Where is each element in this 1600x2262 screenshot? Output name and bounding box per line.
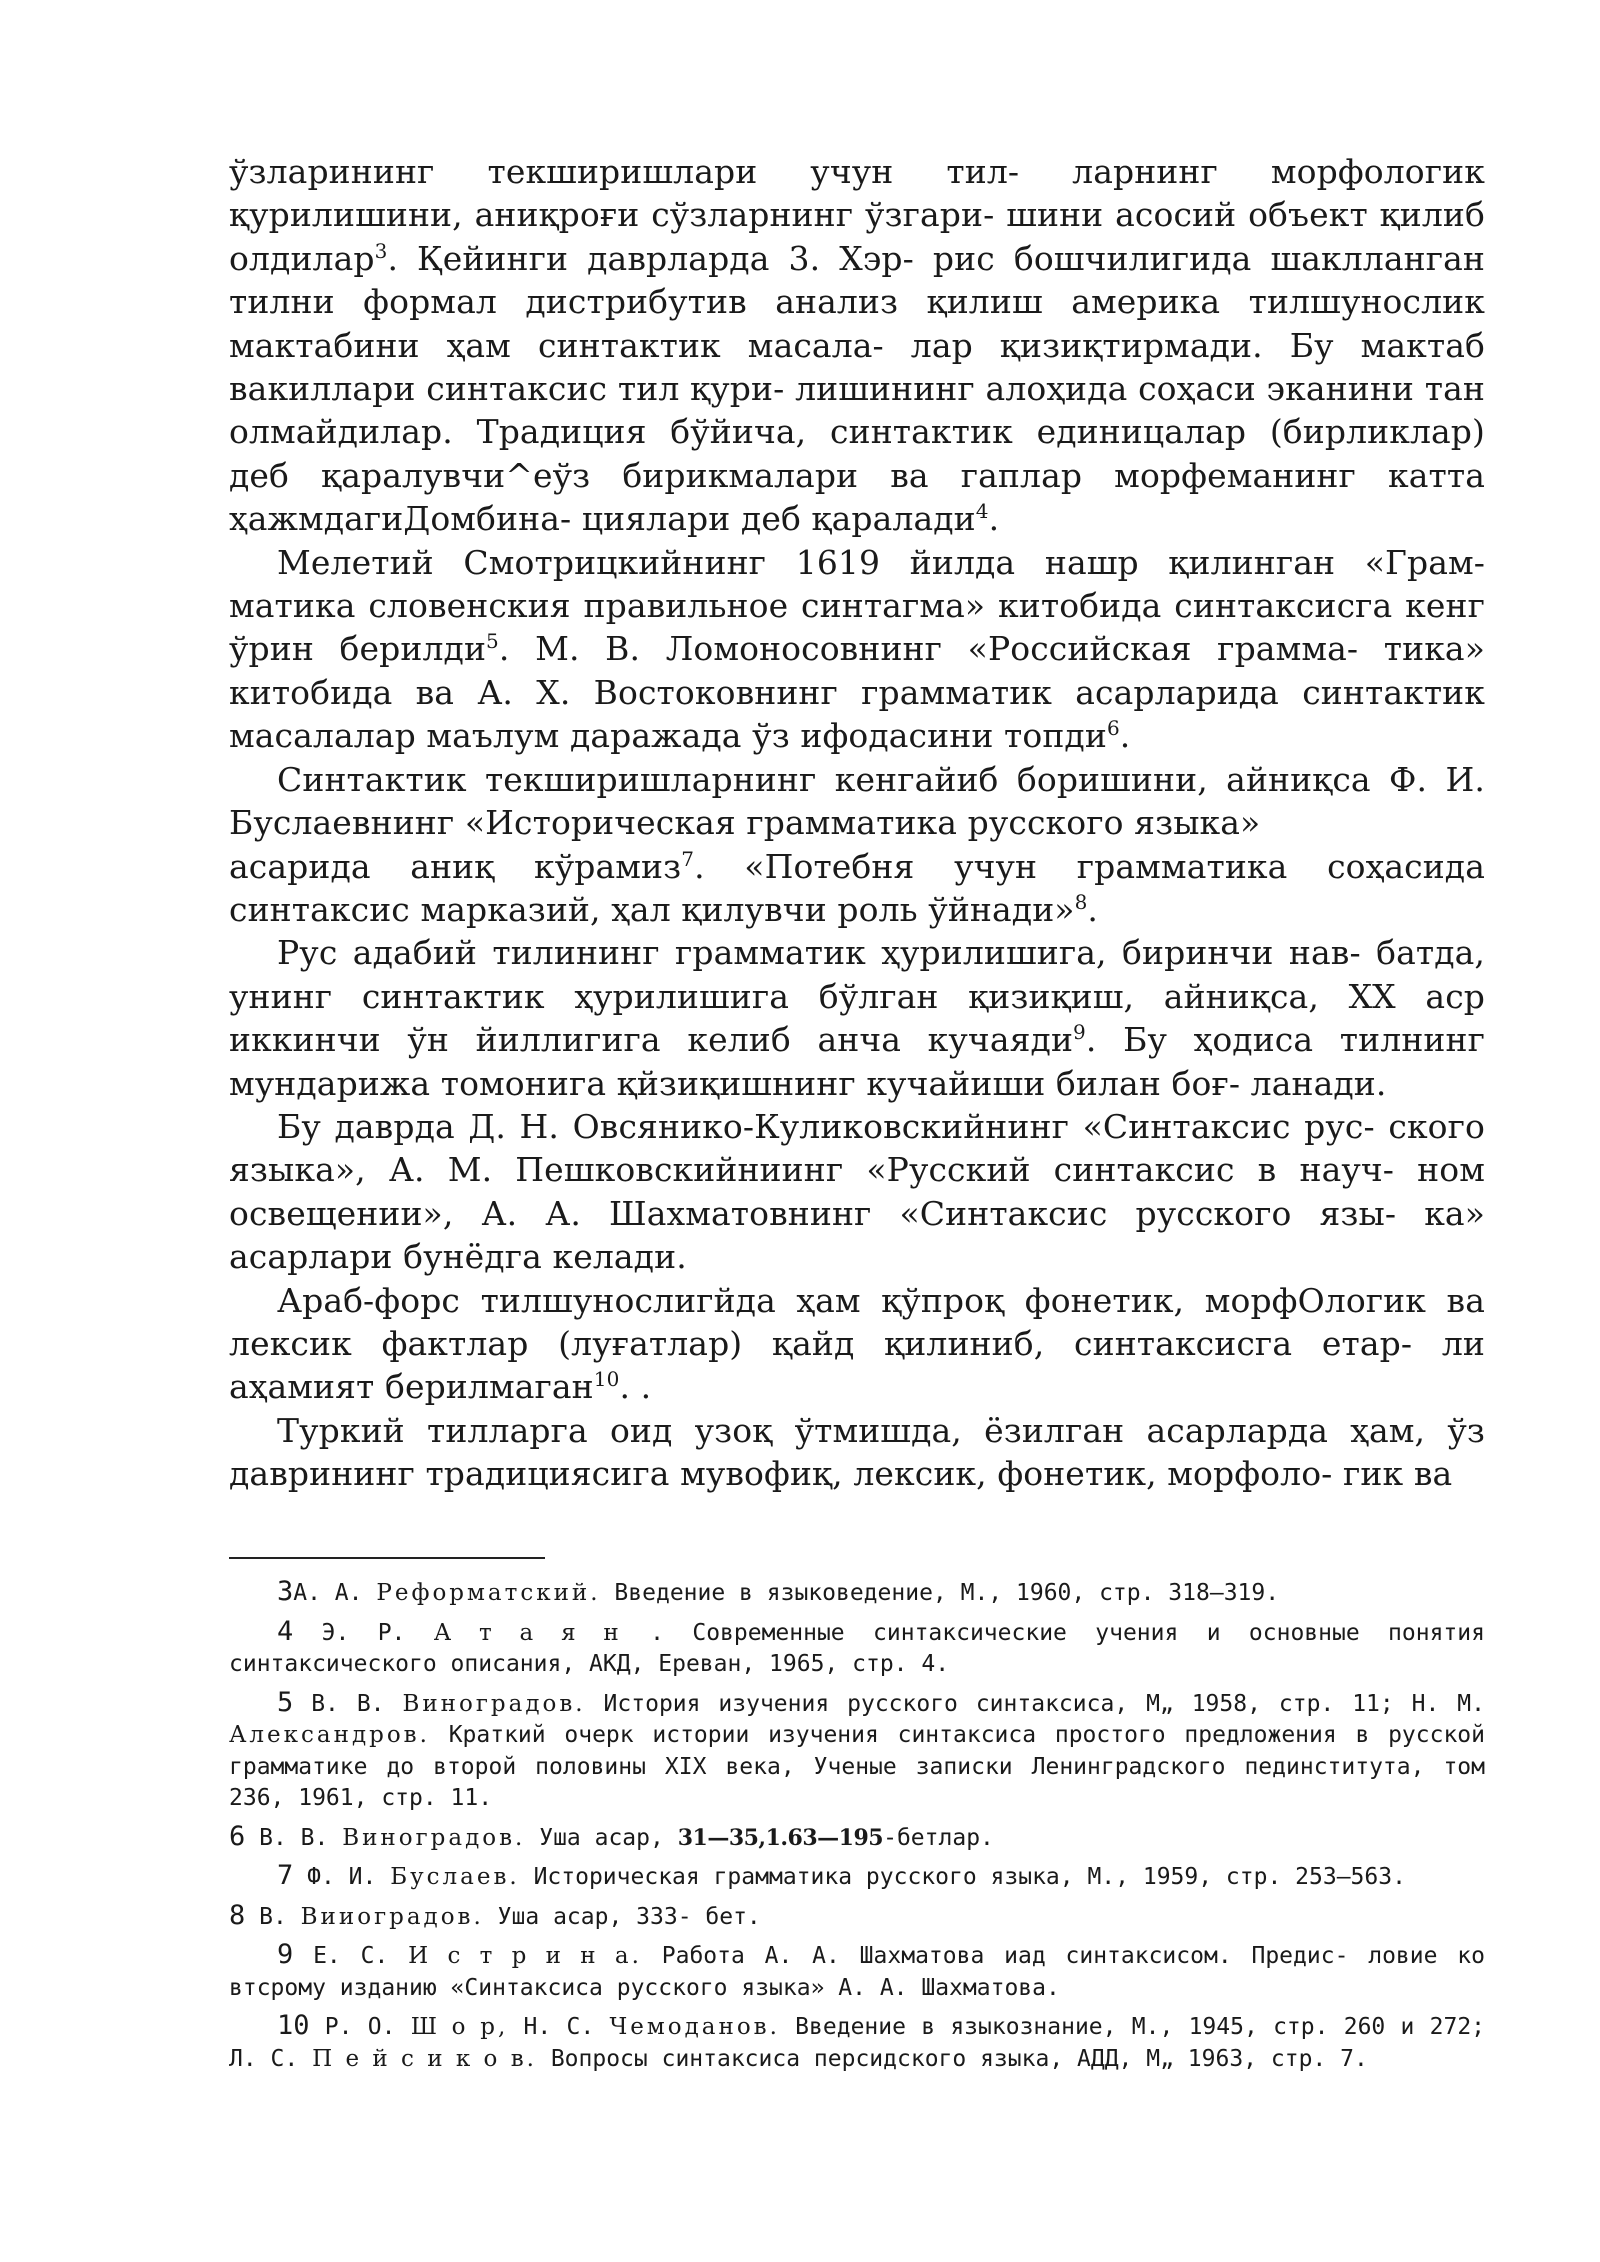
- text-run: Историческая грамматика русского языка, М., 1959, стр. 253—563.: [519, 1864, 1406, 1890]
- text-run: асарида аниқ кўрамиз: [229, 846, 682, 886]
- footnote: [229, 1900, 1485, 1934]
- text-run: .: [1119, 716, 1131, 756]
- text-run: Вопросы синтаксиса персидского языка, АДД, М„ 1963, стр. 7.: [536, 2045, 1368, 2072]
- text-run: В.: [245, 1903, 301, 1930]
- paragraph: [229, 758, 1485, 932]
- author-name: А т а я н: [433, 1619, 622, 1646]
- author-name: Ш о р,: [410, 2014, 509, 2040]
- text-run: Работа А. А. Шахматова иад синтаксисом. Предис- ловие ко втсрому изданию «Синтаксиса русского языка» А. А. Шахматова.: [229, 1943, 1485, 2001]
- author-name: П е й с и к о в.: [312, 2045, 537, 2072]
- footnote: [229, 1687, 1485, 1815]
- text-run: Уша асар,: [525, 1824, 678, 1851]
- footnote-number: 5: [277, 1686, 294, 1718]
- text-run: В. В.: [245, 1824, 343, 1851]
- footnote: [229, 1860, 1485, 1894]
- author-name: Виноградов.: [342, 1824, 526, 1851]
- footnote-number: 7: [277, 1860, 294, 1891]
- footnote-number: 4: [277, 1615, 294, 1647]
- author-name: И с т р и н а.: [408, 1943, 642, 1969]
- text-run: . Бу ҳодиса тилнинг мундарижа томонига қйзиқишнинг кучайиши билан боғ- ланади.: [229, 1020, 1485, 1103]
- paragraph: [229, 1409, 1485, 1496]
- text-run: Н. С.: [508, 2014, 610, 2040]
- text-run: Бу даврда Д. Н. Овсянико-Куликовскийнинг «Синтаксис рус- ского языка», А. М. Пешковскийниинг «Русский синтаксис в науч- ном освещении», А. А. Шахматовнинг «Синтаксис русского язы- ка» асарлари бунёдга келади.: [229, 1106, 1485, 1277]
- paragraph: [229, 931, 1485, 1105]
- text-run: . .: [619, 1367, 652, 1407]
- footnotes: [229, 1576, 1485, 2081]
- text-run: . «Потебня учун грамматика соҳасида синтаксис марказий, ҳал қилувчи роль ўйнади»: [229, 846, 1485, 929]
- author-name: Чемоданов.: [609, 2014, 780, 2040]
- footnote-ref: 4: [975, 499, 989, 524]
- text-run: Синтактик текширишларнинг кенгайиб боришини, айниқса Ф. И. Буслаевнинг «Историческая грамматика русского языка»: [229, 759, 1485, 843]
- footnote-ref: 9: [1073, 1020, 1086, 1045]
- text-run: Рус адабий тилининг грамматик ҳурилишига, биринчи нав- батда, унинг синтактик ҳурилишига бўлган қизиқиш, айниқса, XX аср иккинчи ўн йиллигига келиб анча кучаяди: [229, 933, 1485, 1060]
- page-range: 31—35,1.63—195: [677, 1824, 884, 1851]
- footnote-number: 10: [277, 2010, 310, 2041]
- footnote-number: 8: [229, 1899, 246, 1931]
- text-run: Е. С.: [293, 1943, 409, 1969]
- text-run: -бетлар.: [883, 1824, 994, 1851]
- paragraph: [229, 1105, 1485, 1279]
- footnote-ref: 7: [681, 846, 695, 871]
- text-run: Уша асар, 333- бет.: [483, 1903, 761, 1930]
- text-run: . Қейинги даврларда 3. Хэр- рис бошчилигида шаклланган тилни формал дистрибутив анализ қилиш америка тилшунослик мактабини ҳам синтактик масала- лар қизиқтирмади. Бу мактаб вакиллари синтаксис тил қури- лишининг алоҳида соҳаси эканини тан олмайдилар. Традиция бўйича, синтактик единицалар (бирликлар) деб қаралувчи^еўз бирикмалари ва гаплар морфеманинг катта ҳажмдагиДомбина- циялари деб қаралади: [229, 238, 1485, 539]
- author-name: Александров.: [229, 1722, 430, 1748]
- text-run: Араб-форс тилшунослигйда ҳам қўпроқ фонетик, морфОлогик ва лексик фактлар (луғатлар) қайд қилиниб, синтаксисга етар- ли аҳамият берилмаган: [229, 1280, 1485, 1407]
- author-name: Реформатский.: [376, 1580, 601, 1606]
- text-run: ўзларининг текширишлари учун тил- ларнинг морфологик қурилишини, аниқроғи сўзларнинг ўзгари- шини асосий объект қилиб олдилар: [229, 152, 1485, 278]
- footnote-ref: 8: [1074, 889, 1088, 914]
- text-run: Ф. И.: [293, 1864, 391, 1890]
- footnote-number: 3: [277, 1576, 294, 1607]
- footnote-ref: 3: [374, 238, 388, 263]
- footnote-ref: 10: [593, 1367, 620, 1392]
- text-run: . М. В. Ломоносовнинг «Российская грамма- тика» китобида ва А. X. Востоковнинг грамматик асарларида синтактик масалалар маълум даражада ўз ифодасини топди: [229, 629, 1485, 756]
- footnote: [229, 1576, 1485, 1610]
- text-run: .: [1087, 889, 1099, 929]
- footnote-divider: [229, 1557, 545, 1559]
- main-text: [229, 150, 1485, 1496]
- text-run: Введение в языковедение, М., 1960, стр. 318—319.: [600, 1580, 1280, 1606]
- text-run: Туркий тилларга оид узоқ ўтмишда, ёзилган асарларда ҳам, ўз даврининг традициясига мувофиқ, лексик, фонетик, морфоло- гик ва: [229, 1410, 1485, 1494]
- paragraph: [229, 541, 1485, 758]
- text-run: Краткий очерк истории изучения синтаксиса простого предложения в русской грамматике до второй половины XIX века, Ученые записки Ленинградского пединститута, том 236, 1961, стр. 11.: [229, 1722, 1485, 1811]
- text-run: Введение в языкознание, М., 1945, стр. 260 и 272; Л. С.: [229, 2014, 1486, 2072]
- text-run: Мелетий Смотрицкийнинг 1619 йилда нашр қилинган «Грам- матика словенския правильное синтагма» китобида синтаксисга кенг ўрин берилди: [229, 542, 1485, 669]
- paragraph: [229, 150, 1485, 541]
- paragraph: [229, 1279, 1485, 1409]
- author-name: Буслаев.: [390, 1864, 520, 1890]
- text-run: В. В.: [293, 1690, 403, 1717]
- text-run: . Современные синтаксические учения и основные понятия синтаксического описания, АКД, Ереван, 1965, стр. 4.: [229, 1619, 1485, 1677]
- footnote: [229, 1939, 1485, 2004]
- text-run: Р. О.: [309, 2014, 411, 2040]
- footnote: [229, 2010, 1485, 2075]
- footnote-number: 9: [277, 1939, 294, 1970]
- text-run: .: [988, 499, 1000, 539]
- text-run: История изучения русского синтаксиса, М„ 1958, стр. 11; Н. М.: [585, 1690, 1485, 1717]
- text-run: А. А.: [293, 1580, 377, 1606]
- footnote-ref: 5: [486, 629, 499, 654]
- footnote-number: 6: [229, 1820, 246, 1852]
- author-name: Виноградов.: [402, 1690, 586, 1717]
- footnote: [229, 1821, 1485, 1855]
- text-run: Э. Р.: [293, 1619, 434, 1646]
- author-name: Вииоградов.: [300, 1903, 484, 1930]
- footnote: [229, 1616, 1485, 1681]
- footnote-ref: 6: [1106, 716, 1120, 741]
